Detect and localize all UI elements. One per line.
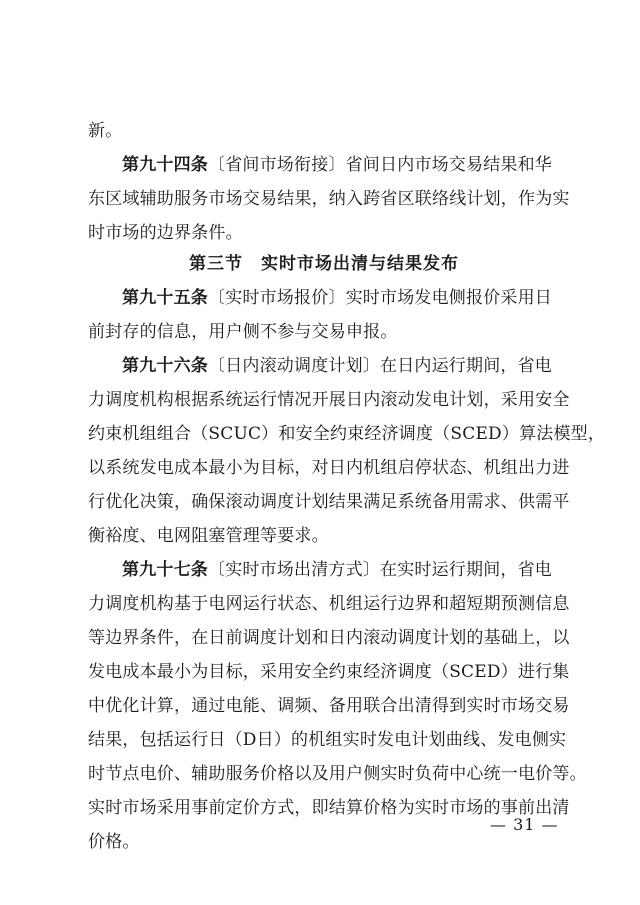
text-line: 力调度机构根据系统运行情况开展日内滚动发电计划，采用安全 <box>88 390 570 410</box>
text-line: 新。 <box>88 121 123 141</box>
text-line: 行优化决策，确保滚动调度计划结果满足系统备用需求、供需平 <box>88 492 570 512</box>
text-line: 力调度机构基于电网运行状态、机组运行边界和超短期预测信息 <box>88 594 570 614</box>
text-line: 约束机组组合（SCUC）和安全约束经济调度（SCED）算法模型， <box>88 424 606 444</box>
article-number: 第九十四条 <box>122 155 208 175</box>
text-line: 时市场的边界条件。 <box>88 223 243 243</box>
page-number: — 31 — <box>490 815 559 834</box>
text-line: 等边界条件，在日前调度计划和日内滚动调度计划的基础上，以 <box>88 628 570 648</box>
section-heading: 第三节 实时市场出清与结果发布 <box>189 254 459 274</box>
text-line: 结果，包括运行日（D日）的机组实时发电计划曲线、发电侧实 <box>88 730 567 750</box>
text-line: 前封存的信息，用户侧不参与交易申报。 <box>88 322 398 342</box>
article-number: 第九十五条 <box>122 288 208 308</box>
text-line: 衡裕度、电网阻塞管理等要求。 <box>88 526 329 546</box>
article-97-heading: 第九十七条〔实时市场出清方式〕在实时运行期间，省电 <box>122 560 552 580</box>
text-line: 东区域辅助服务市场交易结果，纳入跨省区联络线计划，作为实 <box>88 189 570 209</box>
text-line: 时节点电价、辅助服务价格以及用户侧实时负荷中心统一电价等。 <box>88 764 587 784</box>
article-number: 第九十七条 <box>122 560 208 580</box>
article-number: 第九十六条 <box>122 356 208 376</box>
text-line: 价格。 <box>88 832 140 852</box>
article-95-heading: 第九十五条〔实时市场报价〕实时市场发电侧报价采用日 <box>122 288 552 308</box>
article-94-heading: 第九十四条〔省间市场衔接〕省间日内市场交易结果和华 <box>122 155 552 175</box>
text-line: 以系统发电成本最小为目标，对日内机组启停状态、机组出力进 <box>88 458 570 478</box>
article-96-heading: 第九十六条〔日内滚动调度计划〕在日内运行期间，省电 <box>122 356 552 376</box>
text-line: 中优化计算，通过电能、调频、备用联合出清得到实时市场交易 <box>88 696 570 716</box>
text-line: 发电成本最小为目标，采用安全约束经济调度（SCED）进行集 <box>88 662 570 682</box>
text-line: 实时市场采用事前定价方式，即结算价格为实时市场的事前出清 <box>88 798 570 818</box>
